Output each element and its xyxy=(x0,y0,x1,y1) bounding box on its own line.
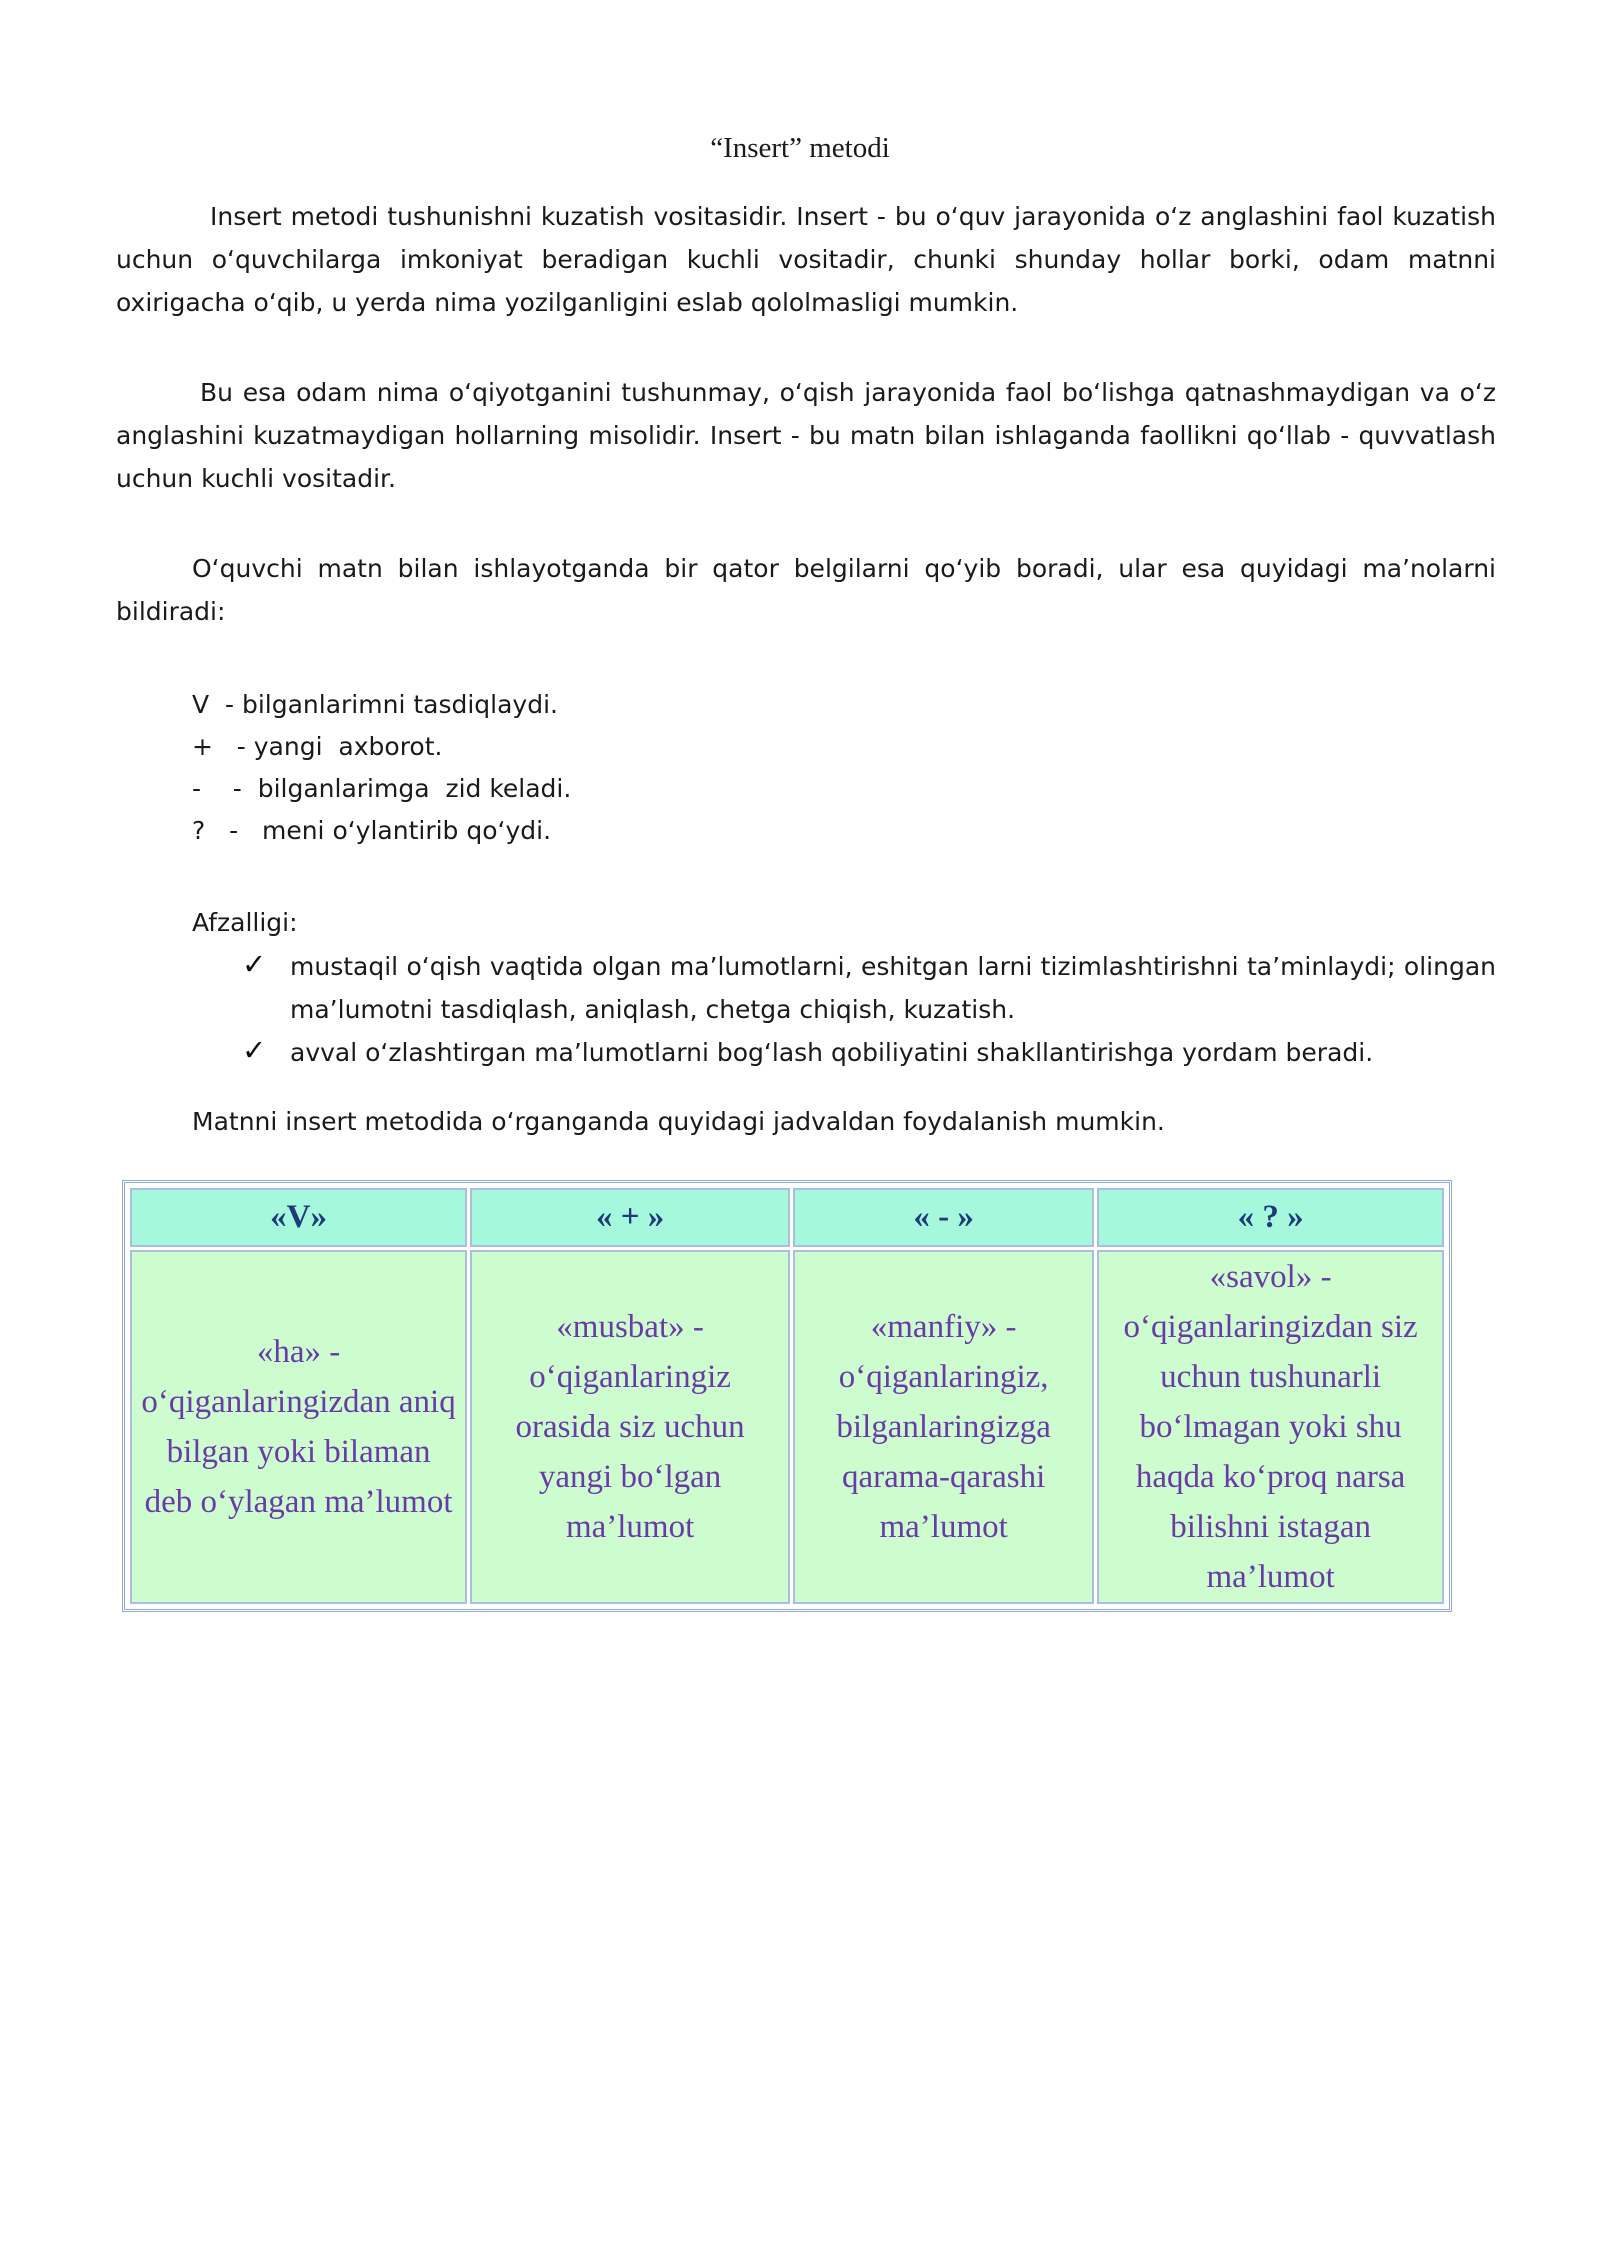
table-row xyxy=(130,1250,1444,1604)
checkmark-icon: ✓ xyxy=(242,1033,267,1067)
marks-list xyxy=(192,684,571,852)
table-header-row xyxy=(130,1188,1444,1247)
paragraph-intro: Insert metodi tushunishni kuzatish vositasidir. Insert - bu o‘quv jarayonida o‘z anglashini faol kuzatish uchun o‘quvchilarga imkoniyat beradigan kuchli vositadir, chunki shunday hollar borki, odam matnni oxirigacha o‘qib, u yerda nima yozilganligini eslab qololmasligi mumkin. xyxy=(116,202,1496,317)
header-v: «V» xyxy=(130,1188,467,1247)
cell-question: «savol» - o‘qiganlaringizdan siz uchun tushunarli bo‘lmagan yoki shu haqda ko‘proq narsa bilishni istagan ma’lumot xyxy=(1097,1250,1444,1604)
header-minus: « - » xyxy=(793,1188,1094,1247)
advantage-item xyxy=(240,945,1496,1031)
advantage-text: avval o‘zlashtirgan ma’lumotlarni bog‘lash qobiliyatini shakllantirishga yordam beradi. xyxy=(290,1038,1374,1067)
mark-v: V - bilganlarimni tasdiqlaydi. xyxy=(192,690,558,719)
mark-question: ? - meni o‘ylantirib qo‘ydi. xyxy=(192,816,552,845)
checkmark-icon: ✓ xyxy=(242,947,267,981)
mark-plus: + - yangi axborot. xyxy=(192,732,443,761)
insert-table-frame xyxy=(122,1180,1452,1612)
paragraph-marks-intro: O‘quvchi matn bilan ishlayotganda bir qator belgilarni qo‘yib boradi, ular esa quyidagi ma’nolarni bildiradi: xyxy=(116,554,1496,626)
header-question: « ? » xyxy=(1097,1188,1444,1247)
cell-plus: «musbat» - o‘qiganlaringiz orasida siz uchun yangi bo‘lgan ma’lumot xyxy=(470,1250,790,1604)
cell-v: «ha» - o‘qiganlaringizdan aniq bilgan yoki bilaman deb o‘ylagan ma’lumot xyxy=(130,1250,467,1604)
advantage-item xyxy=(240,1031,1496,1074)
page-title: “Insert” metodi xyxy=(710,132,890,164)
insert-table xyxy=(127,1185,1447,1607)
cell-minus: «manfiy» - o‘qiganlaringiz, bilganlaringizga qarama-qarashi ma’lumot xyxy=(793,1250,1094,1604)
paragraph-example: Bu esa odam nima o‘qiyotganini tushunmay, o‘qish jarayonida faol bo‘lishga qatnashmaydigan va o‘z anglashini kuzatmaydigan hollarning misolidir. Insert - bu matn bilan ishlaganda faollikni qo‘llab - quvvatlash uchun kuchli vositadir. xyxy=(116,378,1496,493)
mark-minus: - - bilganlarimga zid keladi. xyxy=(192,774,572,803)
advantages-title: Afzalligi: xyxy=(192,908,298,937)
advantage-text: mustaqil o‘qish vaqtida olgan ma’lumotlarni, eshitgan larni tizimlashtirishni ta’minlaydi; olingan ma’lumotni tasdiqlash, aniqlash, chetga chiqish, kuzatish. xyxy=(290,952,1496,1024)
header-plus: « + » xyxy=(470,1188,790,1247)
advantages-list xyxy=(240,945,1496,1074)
table-intro: Matnni insert metodida o‘rganganda quyidagi jadvaldan foydalanish mumkin. xyxy=(192,1107,1165,1136)
